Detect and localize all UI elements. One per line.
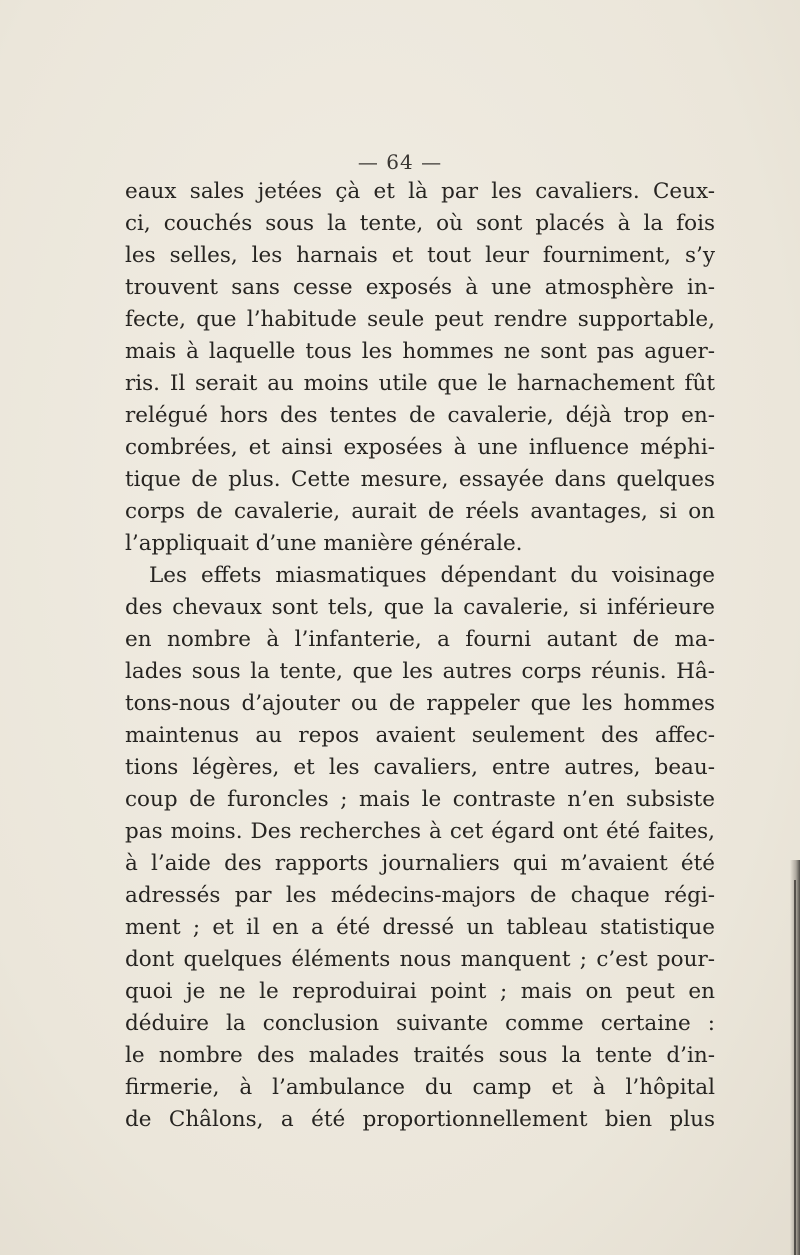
text-line: maintenus au repos avaient seulement des affec- [125, 723, 715, 748]
text-line-paragraph-start: Les effets miasmatiques dépendant du voisinage [149, 563, 715, 588]
page-number: — 64 — [357, 150, 443, 174]
text-line: relégué hors des tentes de cavalerie, déjà trop en- [125, 403, 715, 428]
text-line: en nombre à l’infanterie, a fourni autant de ma- [125, 627, 715, 652]
text-line: pas moins. Des recherches à cet égard ont été faites, [125, 819, 715, 844]
text-line: dont quelques éléments nous manquent ; c’est pour- [125, 947, 715, 972]
text-line: fecte, que l’habitude seule peut rendre supportable, [125, 307, 715, 332]
text-line: adressés par les médecins-majors de chaque régi- [125, 883, 715, 908]
text-line: firmerie, à l’ambulance du camp et à l’hôpital [125, 1075, 715, 1100]
text-line: les selles, les harnais et tout leur fourniment, s’y [125, 243, 715, 268]
text-line: tions légères, et les cavaliers, entre autres, beau- [125, 755, 715, 780]
text-line: eaux sales jetées çà et là par les cavaliers. Ceux- [125, 179, 715, 204]
body-text [125, 176, 715, 1136]
text-line: ris. Il serait au moins utile que le harnachement fût [125, 371, 715, 396]
text-line: coup de furoncles ; mais le contraste n’en subsiste [125, 787, 715, 812]
text-line: corps de cavalerie, aurait de réels avantages, si on [125, 499, 715, 524]
text-line: de Châlons, a été proportionnellement bien plus [125, 1107, 715, 1132]
text-line: quoi je ne le reproduirai point ; mais on peut en [125, 979, 715, 1004]
text-line: ci, couchés sous la tente, où sont placés à la fois [125, 211, 715, 236]
text-line: trouvent sans cesse exposés à une atmosphère in- [125, 275, 715, 300]
text-line: tique de plus. Cette mesure, essayée dans quelques [125, 467, 715, 492]
page-edge-line [794, 880, 796, 1255]
text-line-paragraph-end: l’appliquait d’une manière générale. [125, 531, 523, 556]
text-line: des chevaux sont tels, que la cavalerie, si inférieure [125, 595, 715, 620]
text-line: lades sous la tente, que les autres corps réunis. Hâ- [125, 659, 715, 684]
text-line: mais à laquelle tous les hommes ne sont pas aguer- [125, 339, 715, 364]
text-line: à l’aide des rapports journaliers qui m’avaient été [125, 851, 715, 876]
text-line: tons-nous d’ajouter ou de rappeler que les hommes [125, 691, 715, 716]
text-line: le nombre des malades traités sous la tente d’in- [125, 1043, 715, 1068]
text-line: ment ; et il en a été dressé un tableau statistique [125, 915, 715, 940]
text-line: combrées, et ainsi exposées à une influence méphi- [125, 435, 715, 460]
text-line: déduire la conclusion suivante comme certaine : [125, 1011, 715, 1036]
